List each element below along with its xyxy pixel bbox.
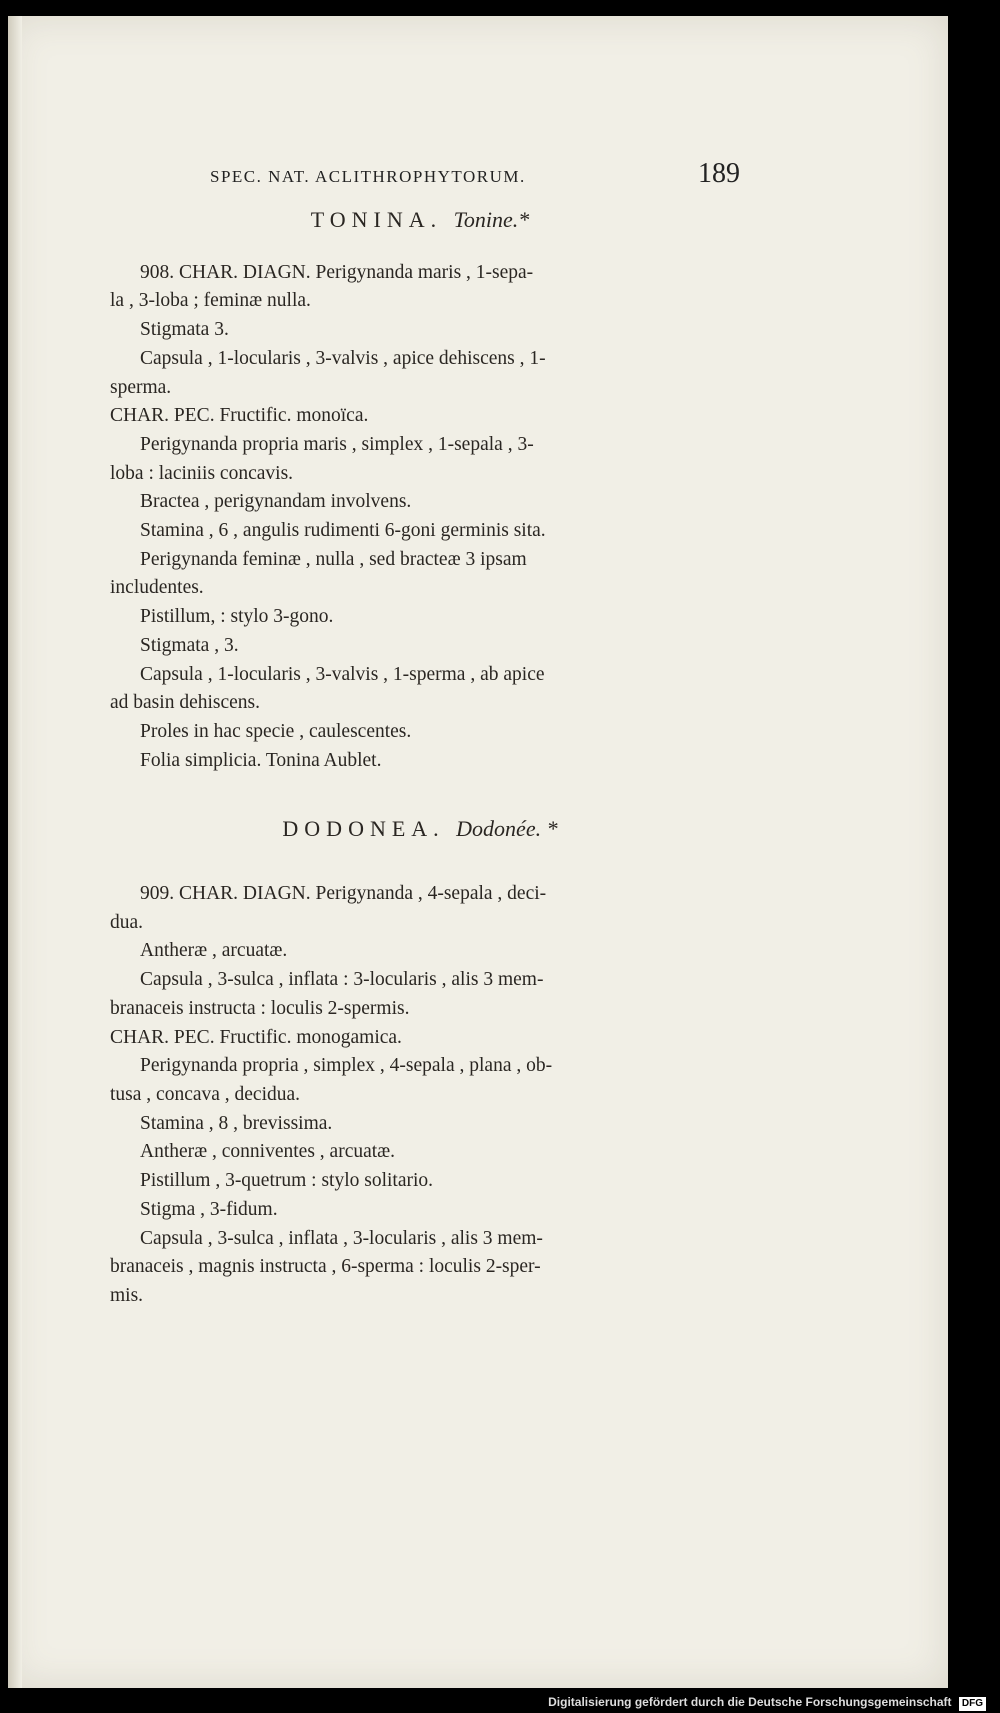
- text-line: 909. CHAR. DIAGN. Perigynanda , 4-sepala , deci-: [140, 883, 547, 905]
- genus-name: DODONEA.: [282, 816, 445, 842]
- dfg-logo: DFG: [959, 1697, 986, 1711]
- page-number: 189: [698, 158, 740, 189]
- genus-heading-tonina: [110, 206, 730, 235]
- text-line: Antheræ , conniventes , arcuatæ.: [140, 1141, 396, 1163]
- text-line: Capsula , 1-locularis , 3-valvis , 1-sperma , ab apice: [140, 663, 545, 685]
- genus-name-french: Tonine.*: [453, 207, 530, 232]
- text-line: ad basin dehiscens.: [110, 692, 261, 714]
- text-line: branaceis instructa : loculis 2-spermis.: [110, 997, 410, 1019]
- text-line: Perigynanda feminæ , nulla , sed bracteæ 3 ipsam: [140, 548, 527, 570]
- text-line: 908. CHAR. DIAGN. Perigynanda maris , 1-sepa-: [140, 261, 534, 283]
- text-line: Capsula , 3-sulca , inflata , 3-locularis , alis 3 mem-: [140, 1227, 543, 1249]
- text-line: Pistillum, : stylo 3-gono.: [140, 606, 334, 628]
- text-line: CHAR. PEC. Fructific. monoïca.: [110, 405, 369, 427]
- running-title: SPEC. NAT. ACLITHROPHYTORUM.: [210, 167, 526, 186]
- page-body: [110, 150, 730, 1311]
- dodonea-description: [110, 880, 730, 1311]
- text-line: Stigmata 3.: [140, 319, 229, 341]
- text-line: Stamina , 8 , brevissima.: [140, 1112, 333, 1134]
- text-line: CHAR. PEC. Fructific. monogamica.: [110, 1026, 402, 1048]
- digitization-credit: [0, 1692, 1000, 1713]
- genus-heading-dodonea: [110, 815, 730, 844]
- text-line: Folia simplicia. Tonina Aublet.: [140, 749, 382, 771]
- text-line: Capsula , 3-sulca , inflata : 3-locularis , alis 3 mem-: [140, 969, 544, 991]
- text-line: Proles in hac specie , caulescentes.: [140, 720, 412, 742]
- text-line: dua.: [110, 911, 144, 933]
- credit-text: Digitalisierung gefördert durch die Deutsche Forschungsgemeinschaft: [548, 1695, 952, 1709]
- text-line: tusa , concava , decidua.: [110, 1083, 301, 1105]
- genus-name-french: Dodonée. *: [456, 816, 558, 842]
- text-line: branaceis , magnis instructa , 6-sperma : loculis 2-sper-: [110, 1256, 541, 1278]
- text-line: Pistillum , 3-quetrum : stylo solitario.: [140, 1170, 434, 1192]
- page-binding-edge: [8, 16, 22, 1688]
- text-line: Perigynanda propria , simplex , 4-sepala , plana , ob-: [140, 1055, 553, 1077]
- text-line: Perigynanda propria maris , simplex , 1-sepala , 3-: [140, 433, 534, 455]
- text-line: sperma.: [110, 376, 172, 398]
- text-line: includentes.: [110, 577, 204, 599]
- text-line: Capsula , 1-locularis , 3-valvis , apice dehiscens , 1-: [140, 347, 546, 369]
- text-line: Stigmata , 3.: [140, 634, 239, 656]
- text-line: la , 3-loba ; feminæ nulla.: [110, 290, 311, 312]
- tonina-description: [110, 259, 730, 776]
- text-line: Stamina , 6 , angulis rudimenti 6-goni germinis sita.: [140, 520, 546, 542]
- genus-name: TONINA.: [310, 207, 443, 232]
- text-line: loba : laciniis concavis.: [110, 462, 294, 484]
- text-line: mis.: [110, 1284, 144, 1306]
- text-line: Bractea , perigynandam involvens.: [140, 491, 412, 513]
- text-line: Stigma , 3-fidum.: [140, 1198, 278, 1220]
- text-line: Antheræ , arcuatæ.: [140, 940, 288, 962]
